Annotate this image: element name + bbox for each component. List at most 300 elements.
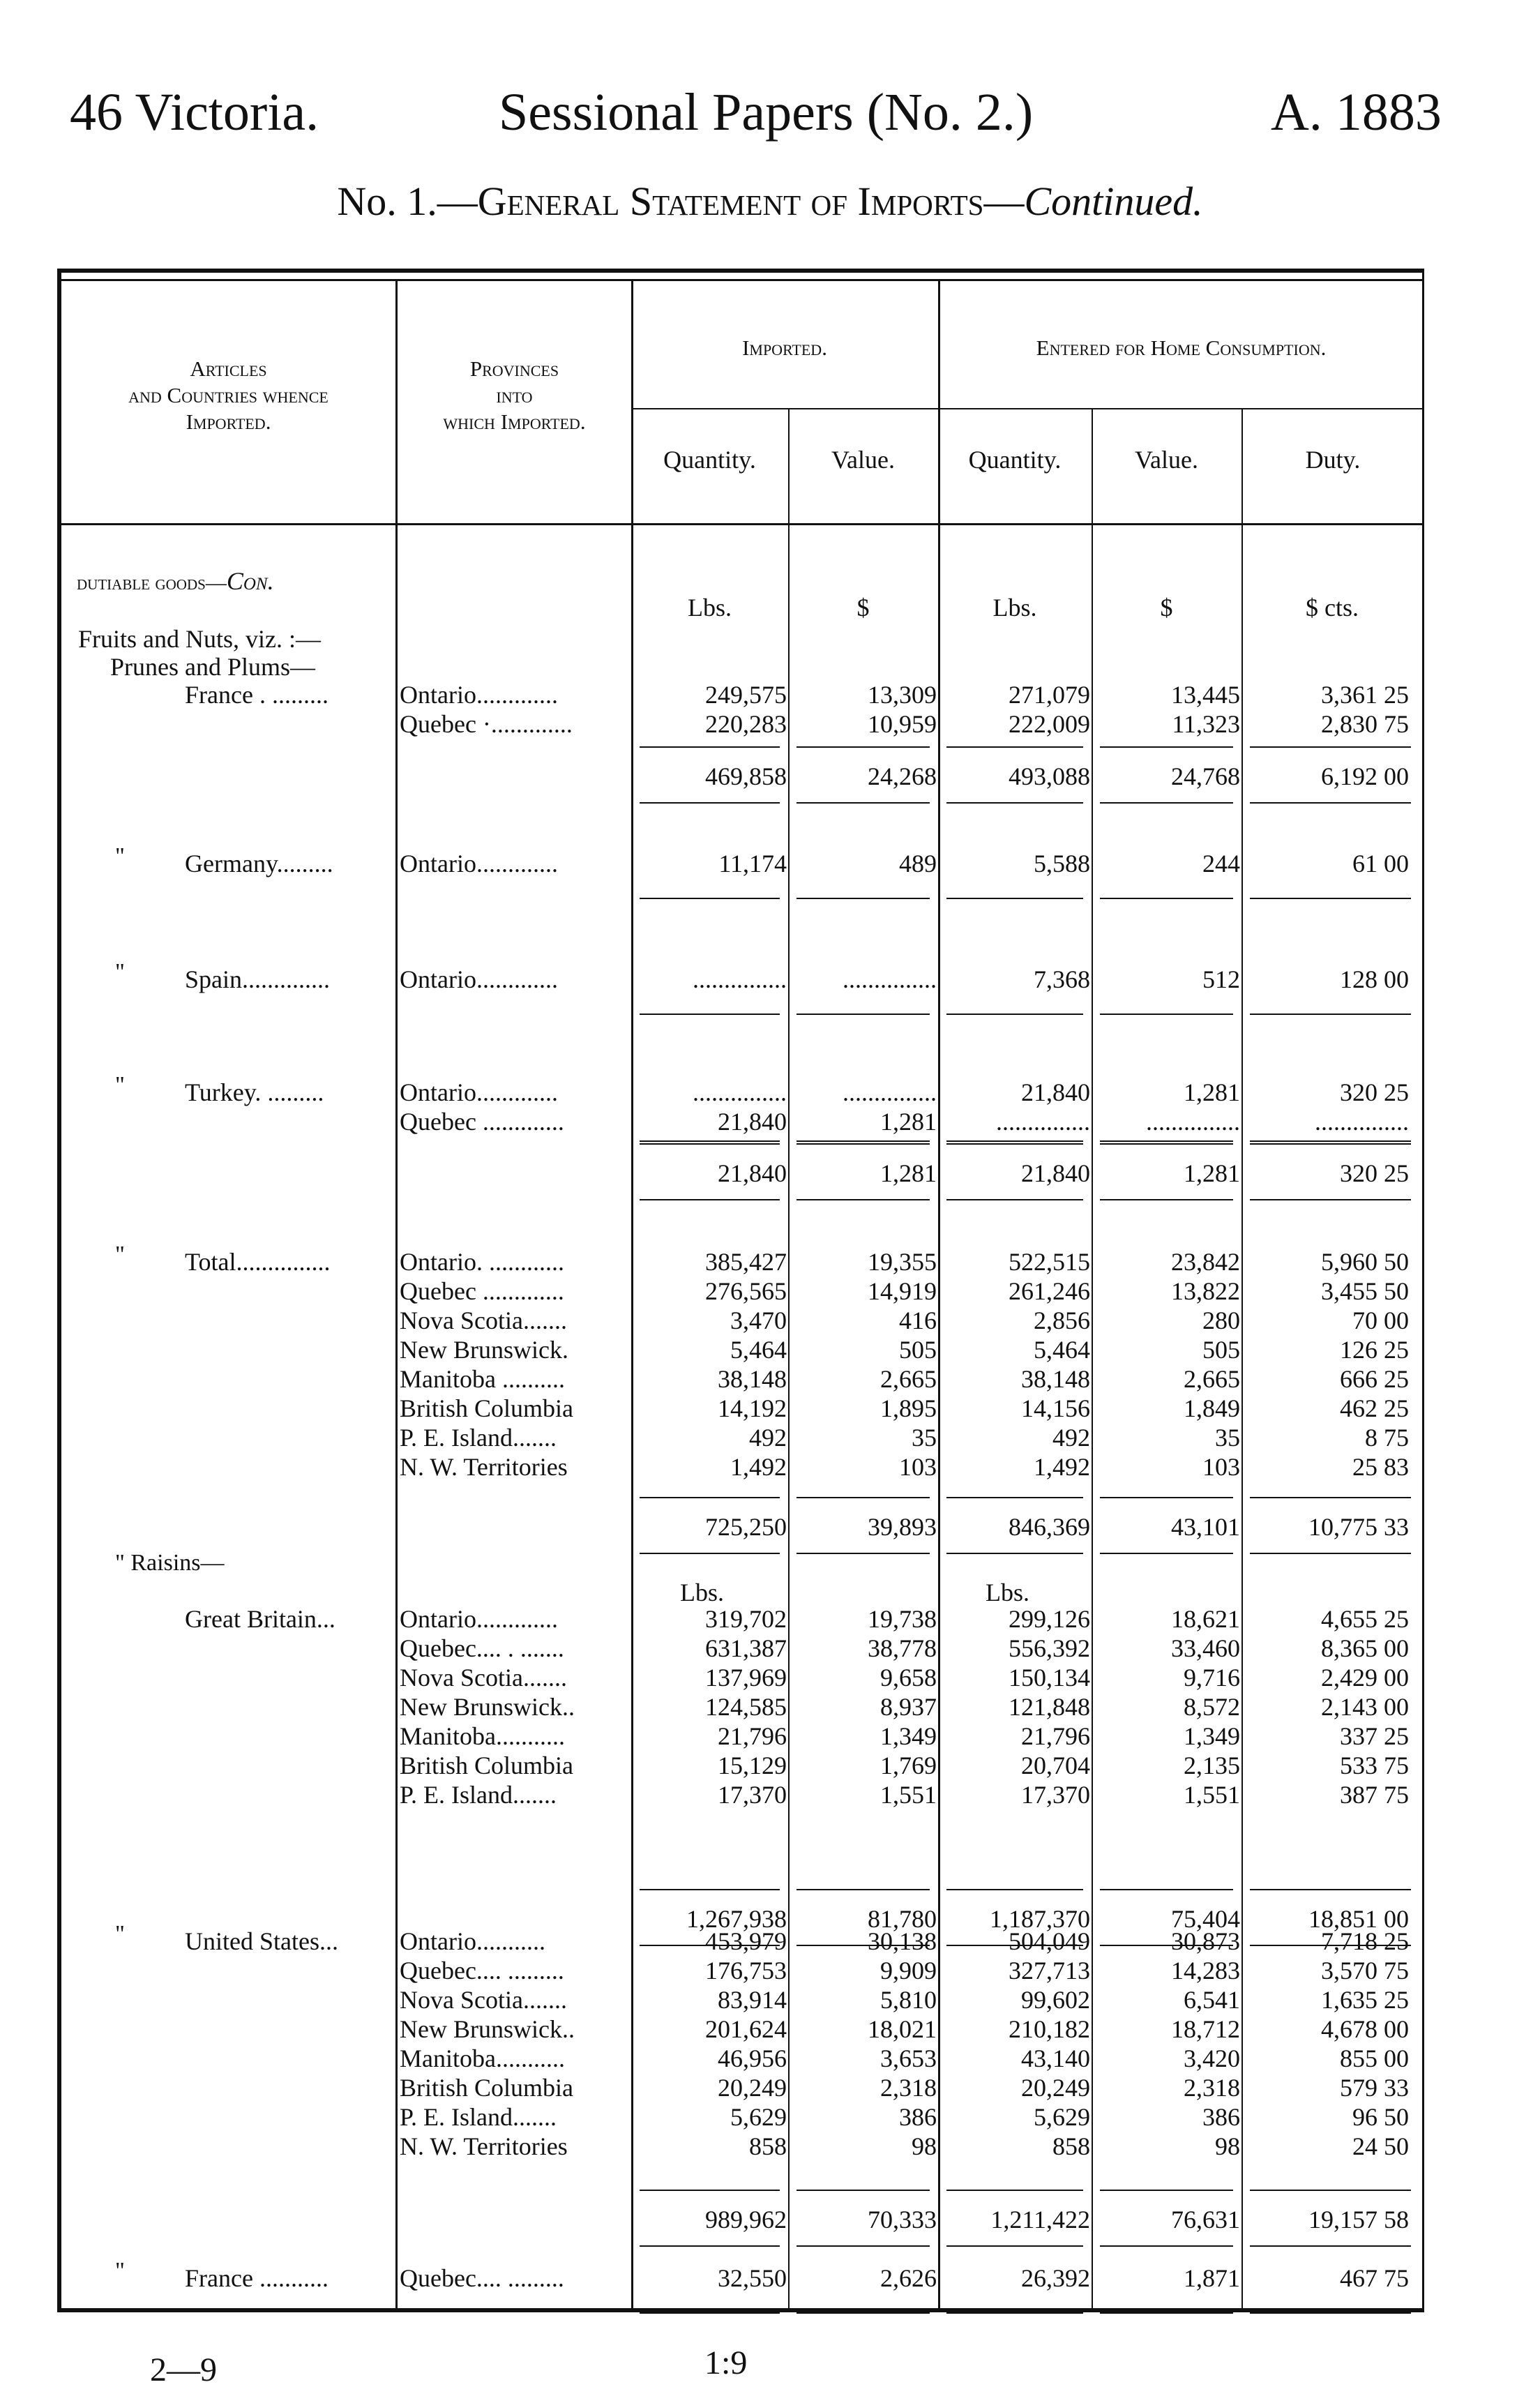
data-cell: 10,959 [868, 710, 937, 738]
header-rule-mid [631, 408, 1424, 409]
data-cell: 855 00 [1340, 2044, 1409, 2072]
data-cell: 11,174 [718, 850, 787, 877]
data-cell: ............... [1315, 1108, 1409, 1136]
total-cell: 989,962 [705, 2206, 787, 2233]
subtotal-rule [797, 1143, 930, 1145]
subtotal-rule [1100, 1497, 1233, 1498]
province-name: P. E. Island....... [400, 2103, 557, 2131]
header-imported: Imported. [742, 336, 827, 360]
subtotal-rule [797, 1553, 930, 1554]
subtotal-rule [797, 2245, 930, 2247]
subtotal-rule [946, 1199, 1083, 1200]
data-cell: 14,283 [1171, 1957, 1240, 1984]
row-label: United States... [185, 1927, 338, 1955]
data-cell: 15,129 [718, 1752, 787, 1779]
subtotal-rule [797, 2190, 930, 2191]
data-cell: 21,796 [1021, 1722, 1090, 1750]
data-cell: 14,919 [868, 1277, 937, 1305]
data-cell: 38,148 [718, 1365, 787, 1393]
subtotal-rule [1250, 746, 1411, 748]
subtotal-rule [797, 1140, 930, 1142]
fruits-label: Fruits and Nuts, viz. :— [78, 625, 321, 653]
header-imp-value: Value. [831, 446, 895, 474]
province-name: New Brunswick. [400, 1336, 568, 1364]
province-name: Ontario............. [400, 965, 558, 993]
data-cell: 13,309 [868, 681, 937, 709]
data-cell: 33,460 [1171, 1634, 1240, 1662]
province-name: Ontario........... [400, 1927, 545, 1955]
data-cell: ............... [1146, 1108, 1240, 1136]
data-cell: 2,318 [880, 2074, 937, 2102]
data-cell: 9,909 [880, 1957, 937, 1984]
data-cell: 38,778 [868, 1634, 937, 1662]
data-cell: 1,551 [1184, 1781, 1240, 1809]
data-cell: 492 [1052, 1424, 1090, 1452]
data-cell: 666 25 [1340, 1365, 1409, 1393]
unit-label: $ [1160, 594, 1173, 622]
data-cell: 261,246 [1009, 1277, 1090, 1305]
province-name: Ontario............. [400, 681, 558, 709]
subtotal-rule [640, 1014, 780, 1015]
data-cell: 70 00 [1352, 1306, 1409, 1334]
data-cell: 121,848 [1009, 1693, 1090, 1721]
data-cell: 1,551 [880, 1781, 937, 1809]
data-cell: 7,718 25 [1321, 1927, 1409, 1955]
total-cell: 43,101 [1171, 1513, 1240, 1541]
header-center: Sessional Papers (No. 2.) [499, 83, 1034, 142]
subtotal-rule [797, 2312, 930, 2314]
province-name: Nova Scotia....... [400, 1306, 567, 1334]
total-cell: 21,840 [1021, 1159, 1090, 1187]
data-cell: 385,427 [705, 1248, 787, 1276]
data-cell: 387 75 [1340, 1781, 1409, 1809]
subtotal-rule [797, 1497, 930, 1498]
subtotal-rule [1250, 2245, 1411, 2247]
header-entered: Entered for Home Consumption. [1036, 336, 1327, 360]
data-cell: 18,621 [1171, 1605, 1240, 1633]
data-cell: 1,349 [880, 1722, 937, 1750]
subtotal-rule [1250, 802, 1411, 804]
data-cell: 19,738 [868, 1605, 937, 1633]
total-cell: 6,192 00 [1321, 762, 1409, 790]
unit-label: Lbs. [986, 1579, 1029, 1606]
data-cell: 103 [899, 1453, 937, 1481]
province-name: British Columbia [400, 2074, 574, 2102]
data-cell: 103 [1202, 1453, 1240, 1481]
subtotal-rule [797, 898, 930, 899]
province-name: Quebec.... ......... [400, 1957, 564, 1984]
data-cell: 126 25 [1340, 1336, 1409, 1364]
data-cell: 14,192 [718, 1394, 787, 1422]
data-cell: 13,445 [1171, 681, 1240, 709]
data-cell: 23,842 [1171, 1248, 1240, 1276]
row-label: France . ......... [185, 681, 329, 709]
data-cell: 46,956 [718, 2044, 787, 2072]
subtotal-rule [1100, 1140, 1233, 1142]
data-cell: 6,541 [1184, 1986, 1240, 2014]
subtotal-rule [797, 1889, 930, 1890]
data-cell: 320 25 [1340, 1078, 1409, 1106]
header-imp-quantity: Quantity. [663, 446, 756, 474]
data-cell: 386 [1202, 2103, 1240, 2131]
subtotal-rule [1100, 1143, 1233, 1145]
province-name: Quebec ·............. [400, 710, 573, 738]
data-cell: 462 25 [1340, 1394, 1409, 1422]
data-cell: 2,429 00 [1321, 1664, 1409, 1692]
data-cell: 25 83 [1352, 1453, 1409, 1481]
row-label: France ........... [185, 2264, 329, 2292]
subtotal-rule [1100, 746, 1233, 748]
data-cell: 3,455 50 [1321, 1277, 1409, 1305]
data-cell: 5,810 [880, 1986, 937, 2014]
header-rule-top [57, 279, 1424, 281]
total-cell: 846,369 [1009, 1513, 1090, 1541]
data-cell: 244 [1202, 850, 1240, 877]
province-name: Ontario............. [400, 1078, 558, 1106]
subtotal-rule [640, 2245, 780, 2247]
data-cell: 5,629 [730, 2103, 787, 2131]
data-cell: 3,653 [880, 2044, 937, 2072]
subtotal-rule [946, 1143, 1083, 1145]
total-cell: 70,333 [868, 2206, 937, 2233]
data-cell: 21,840 [718, 1108, 787, 1136]
total-cell: 1,187,370 [990, 1905, 1090, 1933]
data-cell: 11,323 [1172, 710, 1240, 738]
province-name: Ontario............. [400, 850, 558, 877]
data-cell: 1,281 [1184, 1078, 1240, 1106]
data-cell: 30,873 [1171, 1927, 1240, 1955]
data-cell: 319,702 [705, 1605, 787, 1633]
header-provinces: Provinces into which Imported. [443, 356, 586, 434]
data-cell: 533 75 [1340, 1752, 1409, 1779]
province-name: N. W. Territories [400, 2132, 568, 2160]
subtotal-rule [946, 1889, 1083, 1890]
total-cell: 39,893 [868, 1513, 937, 1541]
subtotal-rule [946, 898, 1083, 899]
data-cell: 220,283 [705, 710, 787, 738]
data-cell: ............... [996, 1108, 1090, 1136]
header-right: A. 1883 [1271, 83, 1442, 142]
province-name: New Brunswick.. [400, 2015, 575, 2043]
subtotal-rule [797, 746, 930, 748]
header-duty: Duty. [1305, 446, 1361, 474]
unit-label: Lbs. [680, 1579, 724, 1606]
subtotal-rule [797, 1014, 930, 1015]
data-cell: 1,281 [880, 1108, 937, 1136]
data-cell: 505 [899, 1336, 937, 1364]
header-articles: Articles and Countries whence Imported. [128, 356, 329, 434]
ditto-mark: " [115, 1242, 125, 1267]
subtotal-rule [946, 1497, 1083, 1498]
subtotal-rule [1250, 2190, 1411, 2191]
data-cell: 327,713 [1009, 1957, 1090, 1984]
data-cell: 8,937 [880, 1693, 937, 1721]
subtotal-rule [640, 2312, 780, 2314]
data-cell: 137,969 [705, 1664, 787, 1692]
data-cell: 416 [899, 1306, 937, 1334]
total-cell: 75,404 [1171, 1905, 1240, 1933]
data-cell: 96 50 [1352, 2103, 1409, 2131]
data-cell: 8,365 00 [1321, 1634, 1409, 1662]
province-name: P. E. Island....... [400, 1781, 557, 1809]
data-cell: 1,895 [880, 1394, 937, 1422]
data-cell: 9,658 [880, 1664, 937, 1692]
data-cell: ............... [843, 1078, 937, 1106]
total-cell: 81,780 [868, 1905, 937, 1933]
subtotal-rule [640, 898, 780, 899]
total-cell: 24,268 [868, 762, 937, 790]
data-cell: 299,126 [1009, 1605, 1090, 1633]
data-cell: 43,140 [1021, 2044, 1090, 2072]
data-cell: 271,079 [1009, 681, 1090, 709]
data-cell: 222,009 [1009, 710, 1090, 738]
row-label: Spain.............. [185, 965, 331, 993]
data-cell: 505 [1202, 1336, 1240, 1364]
province-name: Manitoba........... [400, 1722, 565, 1750]
data-cell: 2,318 [1184, 2074, 1240, 2102]
data-cell: 453,979 [705, 1927, 787, 1955]
header-rule-bottom [57, 523, 1424, 525]
total-cell: 469,858 [705, 762, 787, 790]
data-cell: 8,572 [1184, 1693, 1240, 1721]
data-cell: 176,753 [705, 1957, 787, 1984]
data-cell: ............... [693, 965, 787, 993]
data-cell: 1,635 25 [1321, 1986, 1409, 2014]
ditto-mark: " [115, 1921, 125, 1947]
data-cell: 17,370 [718, 1781, 787, 1809]
data-cell: 21,840 [1021, 1078, 1090, 1106]
data-cell: 386 [899, 2103, 937, 2131]
data-cell: 13,822 [1171, 1277, 1240, 1305]
province-name: Quebec ............. [400, 1277, 564, 1305]
total-cell: 76,631 [1171, 2206, 1240, 2233]
subtotal-rule [946, 746, 1083, 748]
subtotal-rule [946, 1140, 1083, 1142]
subtotal-rule [640, 2190, 780, 2191]
data-cell: 26,392 [1021, 2264, 1090, 2292]
data-cell: 9,716 [1184, 1664, 1240, 1692]
data-cell: 492 [749, 1424, 787, 1452]
province-name: Nova Scotia....... [400, 1664, 567, 1692]
header-ent-quantity: Quantity. [968, 446, 1062, 474]
total-cell: 1,281 [880, 1159, 937, 1187]
subtotal-rule [946, 2312, 1083, 2314]
data-cell: 14,156 [1021, 1394, 1090, 1422]
data-cell: 467 75 [1340, 2264, 1409, 2292]
data-cell: 32,550 [718, 2264, 787, 2292]
data-cell: 4,678 00 [1321, 2015, 1409, 2043]
data-cell: 38,148 [1021, 1365, 1090, 1393]
subtotal-rule [1250, 1140, 1411, 1142]
data-cell: 579 33 [1340, 2074, 1409, 2102]
ditto-mark: " [115, 843, 125, 869]
data-cell: 489 [899, 850, 937, 877]
subtotal-rule [946, 1553, 1083, 1554]
data-cell: 556,392 [1009, 1634, 1090, 1662]
province-name: British Columbia [400, 1394, 574, 1422]
subtotal-rule [640, 802, 780, 804]
data-cell: 150,134 [1009, 1664, 1090, 1692]
total-cell: 18,851 00 [1308, 1905, 1409, 1933]
data-cell: 5,960 50 [1321, 1248, 1409, 1276]
data-cell: 2,665 [880, 1365, 937, 1393]
subtotal-rule [640, 1497, 780, 1498]
data-cell: 18,021 [868, 2015, 937, 2043]
data-cell: 61 00 [1352, 850, 1409, 877]
subtotal-rule [1100, 1889, 1233, 1890]
province-name: New Brunswick.. [400, 1693, 575, 1721]
header-ent-value: Value. [1135, 446, 1198, 474]
subtotal-rule [1100, 1199, 1233, 1200]
data-cell: 20,249 [718, 2074, 787, 2102]
data-cell: 858 [749, 2132, 787, 2160]
data-cell: 1,492 [730, 1453, 787, 1481]
data-cell: 1,871 [1184, 2264, 1240, 2292]
subtotal-rule [1100, 2190, 1233, 2191]
subtotal-rule [1100, 1553, 1233, 1554]
data-cell: 98 [912, 2132, 937, 2160]
data-cell: 512 [1202, 965, 1240, 993]
subtotal-rule [797, 802, 930, 804]
province-name: Quebec.... . ....... [400, 1634, 564, 1662]
subtotal-rule [797, 1199, 930, 1200]
subtotal-rule [1250, 1497, 1411, 1498]
data-cell: 276,565 [705, 1277, 787, 1305]
data-cell: 20,249 [1021, 2074, 1090, 2102]
ditto-mark: " [115, 2258, 125, 2284]
subtotal-rule [1100, 1014, 1233, 1015]
data-cell: 2,856 [1034, 1306, 1090, 1334]
data-cell: 3,470 [730, 1306, 787, 1334]
data-cell: ............... [843, 965, 937, 993]
province-name: N. W. Territories [400, 1453, 568, 1481]
subtotal-rule [1250, 2312, 1411, 2314]
col-divider-provinces [395, 279, 398, 2312]
data-cell: 2,830 75 [1321, 710, 1409, 738]
data-cell: 1,769 [880, 1752, 937, 1779]
data-cell: 99,602 [1021, 1986, 1090, 2014]
data-cell: 280 [1202, 1306, 1240, 1334]
data-cell: ............... [693, 1078, 787, 1106]
subtotal-rule [640, 1553, 780, 1554]
data-cell: 5,464 [1034, 1336, 1090, 1364]
total-cell: 24,768 [1171, 762, 1240, 790]
unit-label: Lbs. [992, 594, 1037, 622]
data-cell: 201,624 [705, 2015, 787, 2043]
data-cell: 35 [912, 1424, 937, 1452]
subtotal-rule [1100, 898, 1233, 899]
total-cell: 320 25 [1340, 1159, 1409, 1187]
data-cell: 7,368 [1034, 965, 1090, 993]
footer-left: 2—9 [150, 2351, 217, 2388]
data-cell: 2,135 [1184, 1752, 1240, 1779]
data-cell: 2,626 [880, 2264, 937, 2292]
data-cell: 631,387 [705, 1634, 787, 1662]
subtotal-rule [640, 746, 780, 748]
subtotal-rule [640, 1140, 780, 1142]
ditto-mark: " [115, 959, 125, 985]
subtotal-rule [1250, 1199, 1411, 1200]
subtotal-rule [1250, 1553, 1411, 1554]
data-cell: 3,361 25 [1321, 681, 1409, 709]
ditto-mark: " Raisins— [115, 1550, 225, 1576]
unit-label: $ cts. [1306, 594, 1359, 622]
subtotal-rule [640, 1889, 780, 1890]
data-cell: 337 25 [1340, 1722, 1409, 1750]
data-cell: 98 [1215, 2132, 1240, 2160]
footer-center: 1:9 [704, 2344, 748, 2381]
total-cell: 19,157 58 [1308, 2206, 1409, 2233]
data-cell: 249,575 [705, 681, 787, 709]
data-cell: 5,464 [730, 1336, 787, 1364]
unit-label: Lbs. [688, 594, 732, 622]
unit-label: $ [856, 594, 870, 622]
data-cell: 858 [1052, 2132, 1090, 2160]
subtotal-rule [1100, 2245, 1233, 2247]
data-cell: 21,796 [718, 1722, 787, 1750]
province-name: P. E. Island....... [400, 1424, 557, 1452]
subtotal-rule [946, 2245, 1083, 2247]
data-cell: 83,914 [718, 1986, 787, 2014]
fruits-sublabel: Prunes and Plums— [110, 653, 316, 681]
data-cell: 210,182 [1009, 2015, 1090, 2043]
subtotal-rule [946, 2190, 1083, 2191]
data-cell: 2,665 [1184, 1365, 1240, 1393]
data-cell: 124,585 [705, 1693, 787, 1721]
province-name: Ontario............. [400, 1605, 558, 1633]
row-label: Germany......... [185, 850, 333, 877]
row-label: Total............... [185, 1248, 331, 1276]
subtotal-rule [1250, 1143, 1411, 1145]
total-cell: 725,250 [705, 1513, 787, 1541]
subtotal-rule [640, 1199, 780, 1200]
header-left: 46 Victoria. [70, 83, 319, 142]
data-cell: 522,515 [1009, 1248, 1090, 1276]
subtotal-rule [640, 1143, 780, 1145]
total-cell: 21,840 [718, 1159, 787, 1187]
data-cell: 4,655 25 [1321, 1605, 1409, 1633]
row-label: Turkey. ......... [185, 1078, 324, 1106]
subtotal-rule [946, 802, 1083, 804]
data-cell: 504,049 [1009, 1927, 1090, 1955]
province-name: Quebec.... ......... [400, 2264, 564, 2292]
data-cell: 2,143 00 [1321, 1693, 1409, 1721]
section-label: dutiable goods—Con. [77, 567, 274, 595]
subtotal-rule [1100, 802, 1233, 804]
total-cell: 493,088 [1009, 762, 1090, 790]
subtotal-rule [1250, 898, 1411, 899]
subtotal-rule [1100, 2312, 1233, 2314]
table-title: No. 1.—General Statement of Imports—Continued. [337, 179, 1203, 224]
total-cell: 10,775 33 [1308, 1513, 1409, 1541]
ditto-mark: " [115, 1072, 125, 1098]
province-name: Nova Scotia....... [400, 1986, 567, 2014]
data-cell: 5,629 [1034, 2103, 1090, 2131]
data-cell: 1,492 [1034, 1453, 1090, 1481]
total-cell: 1,281 [1184, 1159, 1240, 1187]
data-cell: 8 75 [1365, 1424, 1409, 1452]
province-name: Quebec ............. [400, 1108, 564, 1136]
subtotal-rule [1250, 1014, 1411, 1015]
province-name: Manitoba .......... [400, 1365, 565, 1393]
data-cell: 19,355 [868, 1248, 937, 1276]
province-name: Manitoba........... [400, 2044, 565, 2072]
total-cell: 1,211,422 [990, 2206, 1090, 2233]
data-cell: 5,588 [1034, 850, 1090, 877]
province-name: British Columbia [400, 1752, 574, 1779]
row-label: Great Britain... [185, 1605, 335, 1633]
subtotal-rule [1250, 1889, 1411, 1890]
